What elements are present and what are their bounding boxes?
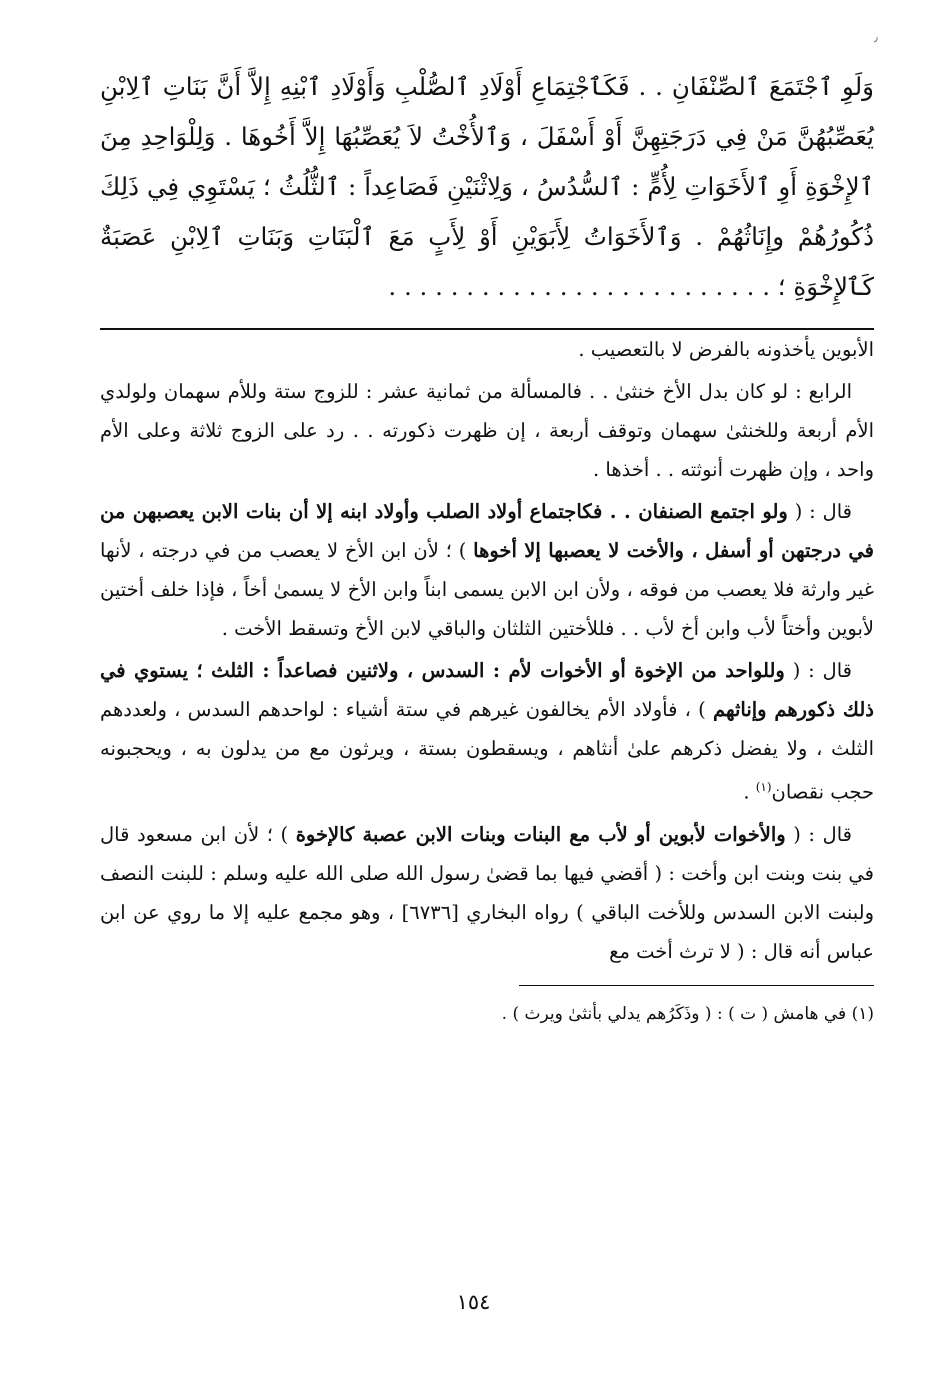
commentary-paragraph: الأبوين يأخذونه بالفرض لا بالتعصيب .: [578, 338, 874, 361]
footnote-divider: [519, 985, 874, 986]
page-body: [100, 62, 874, 1030]
commentary-text: ) ؛ لأن ابن مسعود قال في بنت وبنت ابن وأخت : ( أقضي فيها بما قضىٰ رسول الله صلى الله عليه وسلم : للبنت النصف ولبنت الابن السدس وللأخت الباقي ) رواه البخاري [٦٧٣٦] ، وهو مجمع عليه إلا ما روي عن ابن عباس أنه قال : ( لا ترث أخت مع: [100, 822, 875, 963]
quote-lead: قال : (: [785, 822, 852, 846]
quote-lead: قال : (: [784, 659, 852, 682]
footnote: (١) في هامش ( ت ) : ( وذَكَرُهم يدلي بأنثىٰ ويرث ) .: [501, 1003, 874, 1024]
matn-text: وَلَوِ ٱجْتَمَعَ ٱلصِّنْفَانِ . . فَكَٱجْتِمَاعِ أَوْلَادِ ٱلصُّلْبِ وَأَوْلَادِ ٱبْنِهِ إِلاَّ أَنَّ بَنَاتِ ٱلِابْنِ يُعَصِّبُهُنَّ مَنْ فِي دَرَجَتِهِنَّ أَوْ أَسْفَلَ ، وَٱلأُخْتُ لاَ يُعَصِّبُهَا إِلاَّ أَخُوهَا . وَلِلْوَاحِدِ مِنَ ٱلإِخْوَةِ أَوِ ٱلأَخَوَاتِ لِأُمٍّ : ٱلسُّدُسُ ، وَلِاثْنَيْنِ فَصَاعِداً : ٱلثُّلُثُ ؛ يَسْتَوِي فِي ذَلِكَ ذُكُورُهُمْ وإِنَاثُهُمْ . وَٱلأَخَوَاتُ لِأَبَوَيْنِ أَوْ لِأَبٍ مَعَ ٱلْبَنَاتِ وَبَنَاتِ ٱلِابْنِ عَصَبَةٌ كَٱلإِخْوَةِ ؛ . . . . . . . . . . . . . . . . . . . . . . . . .: [100, 72, 874, 301]
commentary-text: ) ؛ لأن ابن الأخ لا يعصب من في درجته ، لأنها غير وارثة فلا يعصب من فوقه ، ولأن ابن الابن يسمى ابناً وابن الأخ لا يسمىٰ أخاً ، فإذا خلف أختين لأبوين وأختاً لأب وابن أخ لأب . . فللأختين الثلثان والباقي لابن الأخ وتسقط الأخت .: [100, 539, 874, 640]
quoted-matn: وللواحد من الإخوة أو الأخوات لأم : السدس ، ولاثنين فصاعداً : الثلث ؛ يستوي في ذلك ذكورهم وإناثهم: [100, 659, 874, 721]
commentary-paragraph: [100, 651, 874, 812]
commentary-text: ) ، فأولاد الأم يخالفون غيرهم في ستة أشياء : لواحدهم السدس ، ولعددهم الثلث ، ولا يفضل ذكرهم علىٰ أنثاهم ، ويسقطون بستة ، ويرثون مع من يدلون به ، ويحجبونه حجب نقصان: [100, 698, 874, 804]
page-number: ١٥٤: [456, 1290, 491, 1314]
commentary-text-end: .: [743, 780, 756, 804]
footnote-ref: (١): [755, 780, 772, 794]
corner-mark: ٫: [874, 30, 878, 44]
quote-lead: قال : (: [787, 500, 852, 523]
commentary-paragraph: [100, 492, 874, 648]
quoted-matn: والأخوات لأبوين أو لأب مع البنات وبنات الابن عصبة كالإخوة: [295, 822, 786, 846]
commentary-paragraph: الرابع : لو كان بدل الأخ خنثىٰ . . فالمسألة من ثمانية عشر : للزوج ستة وللأم سهمان ولولدي الأم أربعة وللخنثىٰ سهمان وتوقف أربعة ، إن ظهرت ذكورته . . رد على الزوج ثلاثة وعلى الأم واحد ، وإن ظهرت أنوثته . . أخذها .: [100, 380, 874, 481]
commentary: [100, 330, 874, 971]
quoted-matn: ولو اجتمع الصنفان . . فكاجتماع أولاد الصلب وأولاد ابنه إلا أن بنات الابن يعصبهن من في درجتهن أو أسفل ، والأخت لا يعصبها إلا أخوها: [100, 500, 874, 562]
commentary-paragraph: [100, 815, 874, 971]
